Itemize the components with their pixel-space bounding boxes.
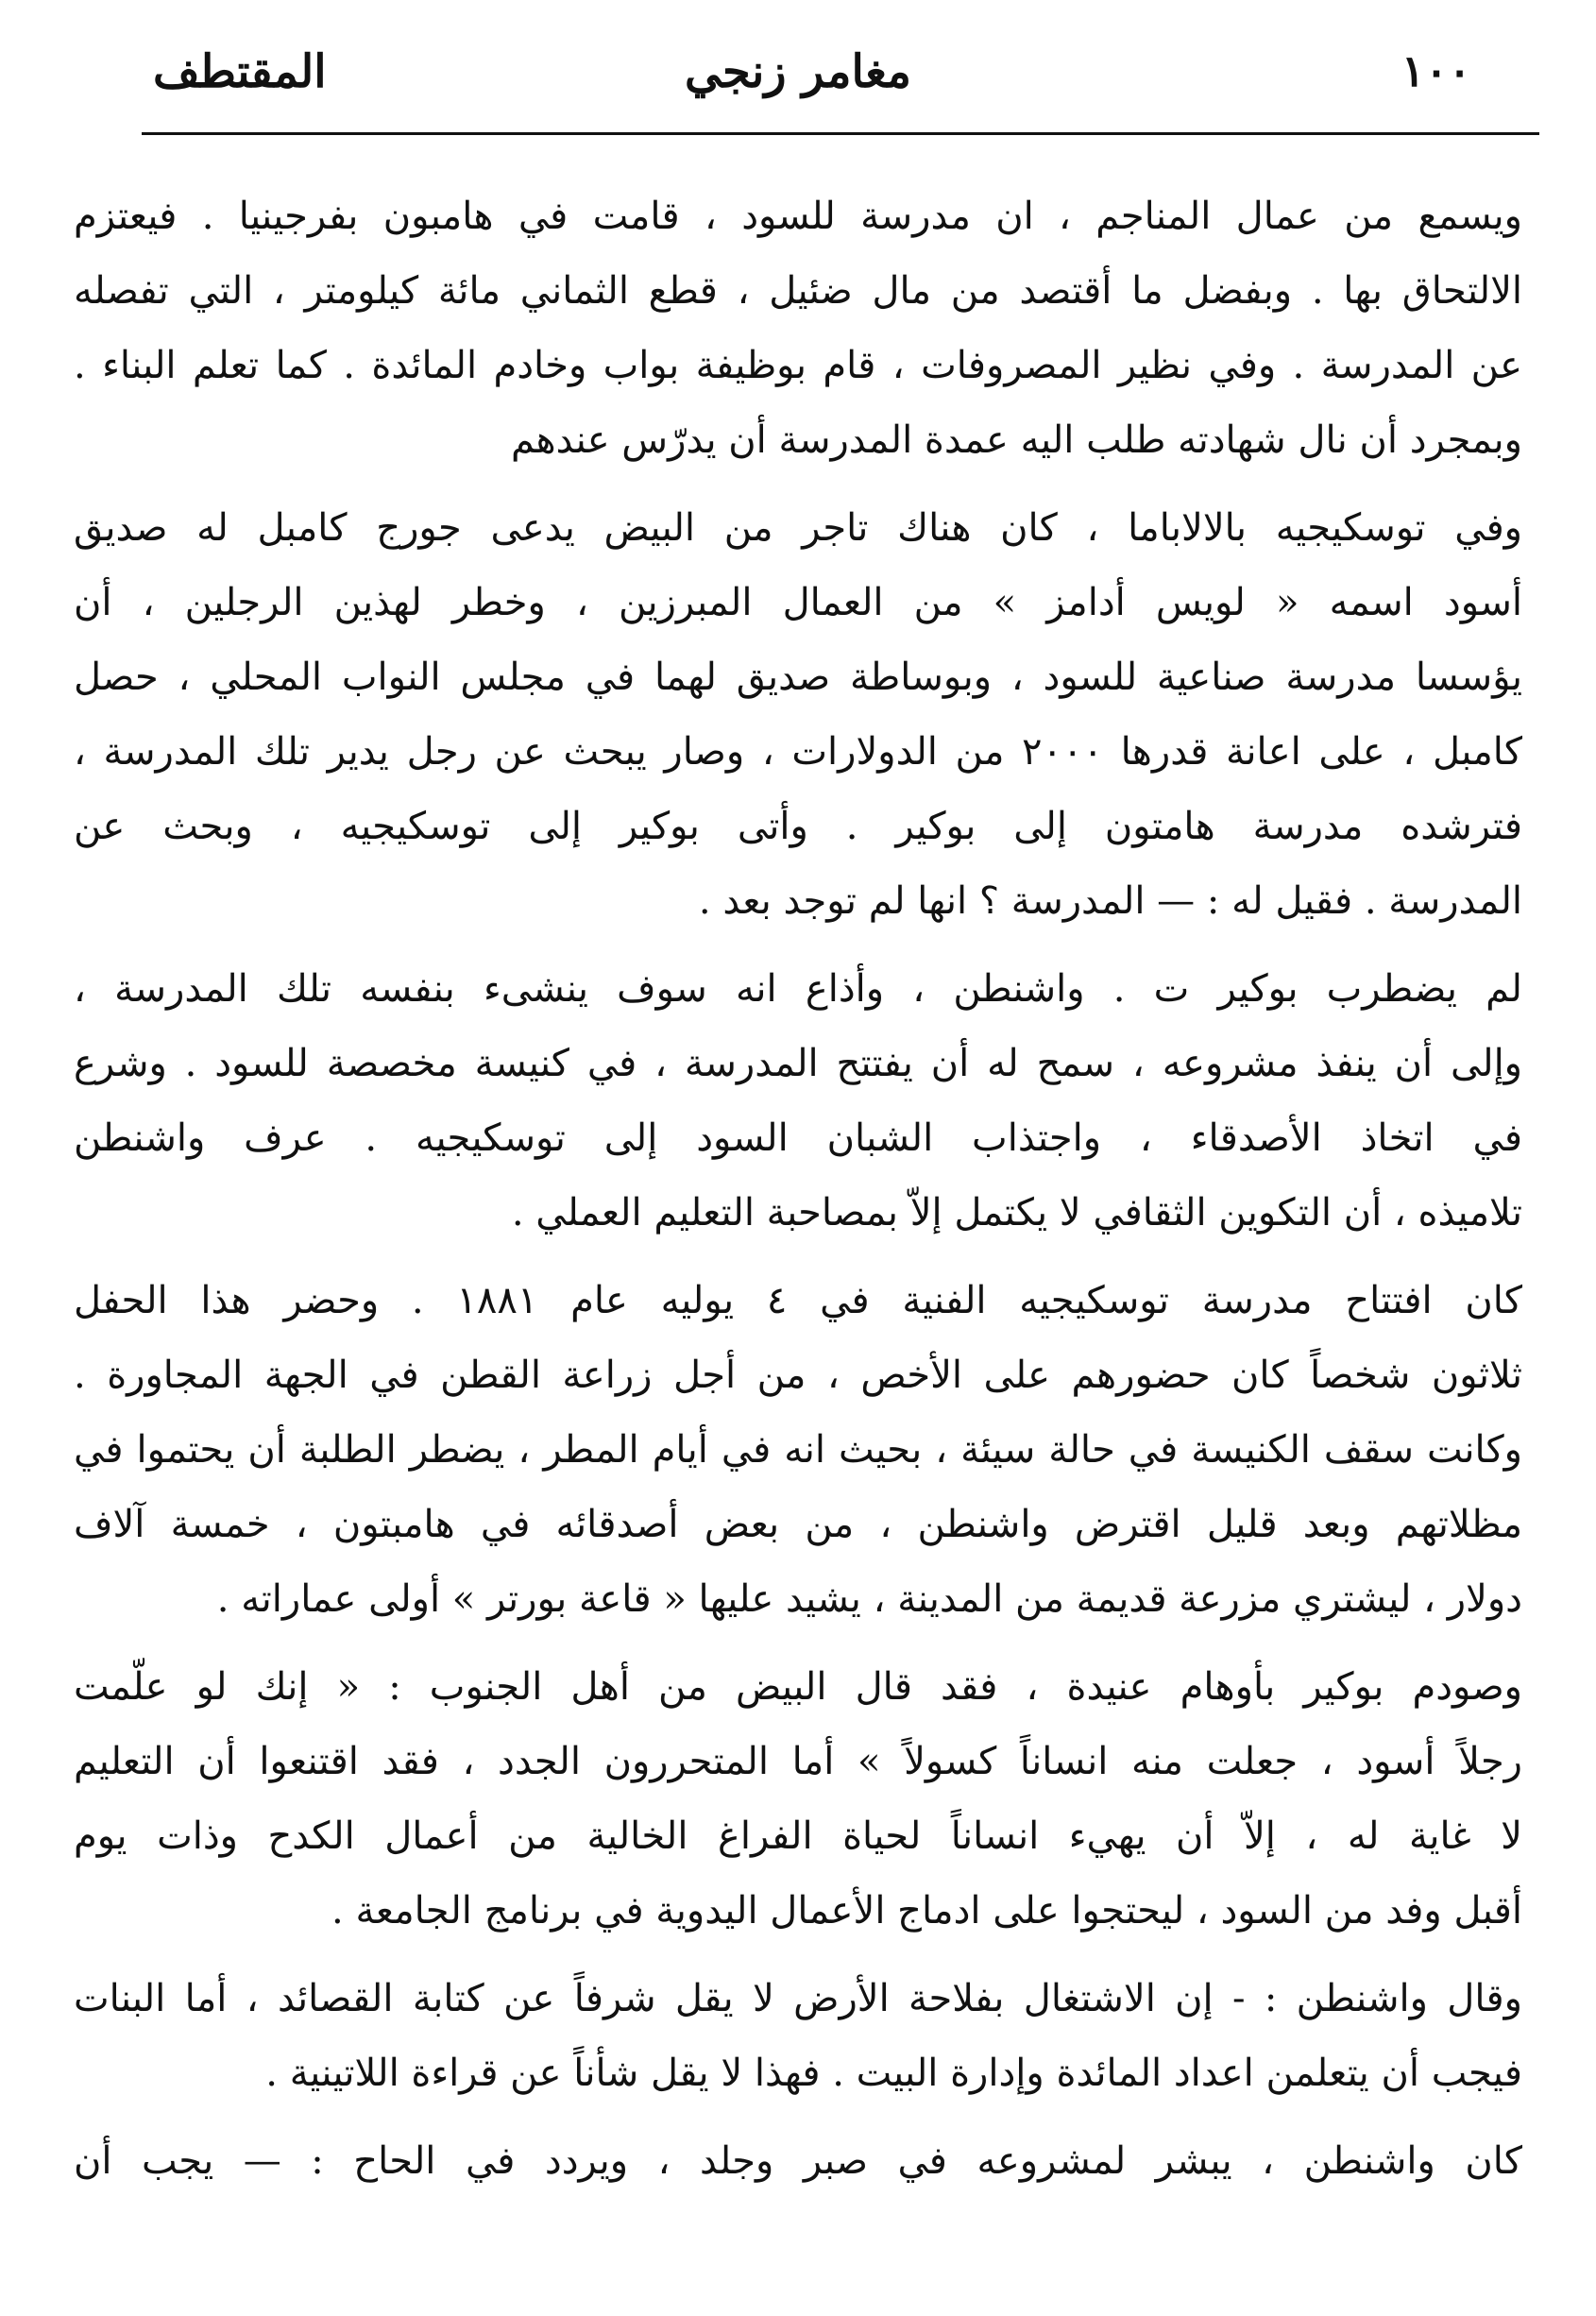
text-line: كان افتتاح مدرسة توسكيجيه الفنية في ٤ يوليه عام ١٨٨١ . وحضر هذا الحفل [74, 1279, 1522, 1322]
paragraph [74, 952, 1522, 1251]
running-title: مغامر زنجي [685, 45, 911, 98]
text-line: مظلاتهم وبعد قليل اقترض واشنطن ، من بعض أصدقائه في هامبتون ، خمسة آلاف [74, 1503, 1522, 1546]
paragraph [74, 1264, 1522, 1637]
page-number: ١٠٠ [1401, 45, 1471, 96]
journal-name: المقتطف [153, 45, 327, 98]
text-line: في اتخاذ الأصدقاء ، واجتذاب الشبان السود إلى توسكيجيه . عرف واشنطن [74, 1116, 1522, 1160]
text-line: ثلاثون شخصاً كان حضورهم على الأخص ، من أجل زراعة القطن في الجهة المجاورة . [74, 1354, 1522, 1397]
text-line: فترشده مدرسة هامتون إلى بوكير . وأتى بوكير إلى توسكيجيه ، وبحث عن [74, 805, 1522, 848]
text-line: لم يضطرب بوكير ت . واشنطن ، وأذاع انه سوف ينشىء بنفسه تلك المدرسة ، [74, 967, 1522, 1011]
paragraph [74, 1650, 1522, 1949]
text-line: يؤسسا مدرسة صناعية للسود ، وبوساطة صديق لهما في مجلس النواب المحلي ، حصل [74, 656, 1522, 699]
text-line: المدرسة . فقيل له : — المدرسة ؟ انها لم توجد بعد . [698, 879, 1522, 923]
text-line: كامبل ، على اعانة قدرها ٢٠٠٠ من الدولارات ، وصار يبحث عن رجل يدير تلك المدرسة ، [74, 730, 1522, 774]
text-line: وصودم بوكير بأوهام عنيدة ، فقد قال البيض من أهل الجنوب : « إنك لو علّمت [74, 1665, 1522, 1709]
text-line: وإلى أن ينفذ مشروعه ، سمح له أن يفتتح المدرسة ، في كنيسة مخصصة للسود . وشرع [74, 1042, 1522, 1085]
text-line: دولار ، ليشتري مزرعة قديمة من المدينة ، يشيد عليها « قاعة بورتر » أولى عماراته . [216, 1577, 1522, 1621]
text-line: أسود اسمه « لويس أدامز » من العمال المبرزين ، وخطر لهذين الرجلين ، أن [74, 581, 1522, 624]
header-rule [142, 132, 1539, 135]
text-line: الالتحاق بها . وبفضل ما أقتصد من مال ضئيل ، قطع الثماني مائة كيلومتر ، التي تفصله [74, 269, 1522, 313]
text-line: وقال واشنطن : - إن الاشتغال بفلاحة الأرض لا يقل شرفاً عن كتابة القصائد ، أما البنات [74, 1977, 1522, 2020]
paragraph [74, 491, 1522, 939]
text-line: تلاميذه ، أن التكوين الثقافي لا يكتمل إلاّ بمصاحبة التعليم العملي . [511, 1191, 1522, 1235]
paragraph [74, 2124, 1522, 2199]
article-body [74, 179, 1522, 2212]
text-line: ويسمع من عمال المناجم ، ان مدرسة للسود ، قامت في هامبون بفرجينيا . فيعتزم [74, 195, 1522, 238]
text-line: أقبل وفد من السود ، ليحتجوا على ادماج الأعمال اليدوية في برنامج الجامعة . [331, 1889, 1522, 1933]
text-line: رجلاً أسود ، جعلت منه انساناً كسولاً » أما المتحررون الجدد ، فقد اقتنعوا أن التعليم [74, 1740, 1522, 1783]
text-line: وبمجرد أن نال شهادته طلب اليه عمدة المدرسة أن يدرّس عندهم [510, 418, 1522, 462]
text-line: وكانت سقف الكنيسة في حالة سيئة ، بحيث انه في أيام المطر ، يضطر الطلبة أن يحتموا في [74, 1428, 1522, 1472]
paragraph [74, 179, 1522, 478]
text-line: وفي توسكيجيه بالالاباما ، كان هناك تاجر من البيض يدعى جورج كامبل له صديق [74, 506, 1522, 550]
page-header [74, 38, 1522, 104]
text-line: فيجب أن يتعلمن اعداد المائدة وإدارة البيت . فهذا لا يقل شأناً عن قراءة اللاتينية . [265, 2052, 1522, 2095]
text-line: كان واشنطن ، يبشر لمشروعه في صبر وجلد ، ويردد في الحاح : — يجب أن [74, 2139, 1522, 2183]
text-line: عن المدرسة . وفي نظير المصروفات ، قام بوظيفة بواب وخادم المائدة . كما تعلم البناء . [74, 344, 1522, 387]
paragraph [74, 1962, 1522, 2111]
text-line: لا غاية له ، إلاّ أن يهيء انساناً لحياة الفراغ الخالية من أعمال الكدح وذات يوم [74, 1814, 1522, 1858]
